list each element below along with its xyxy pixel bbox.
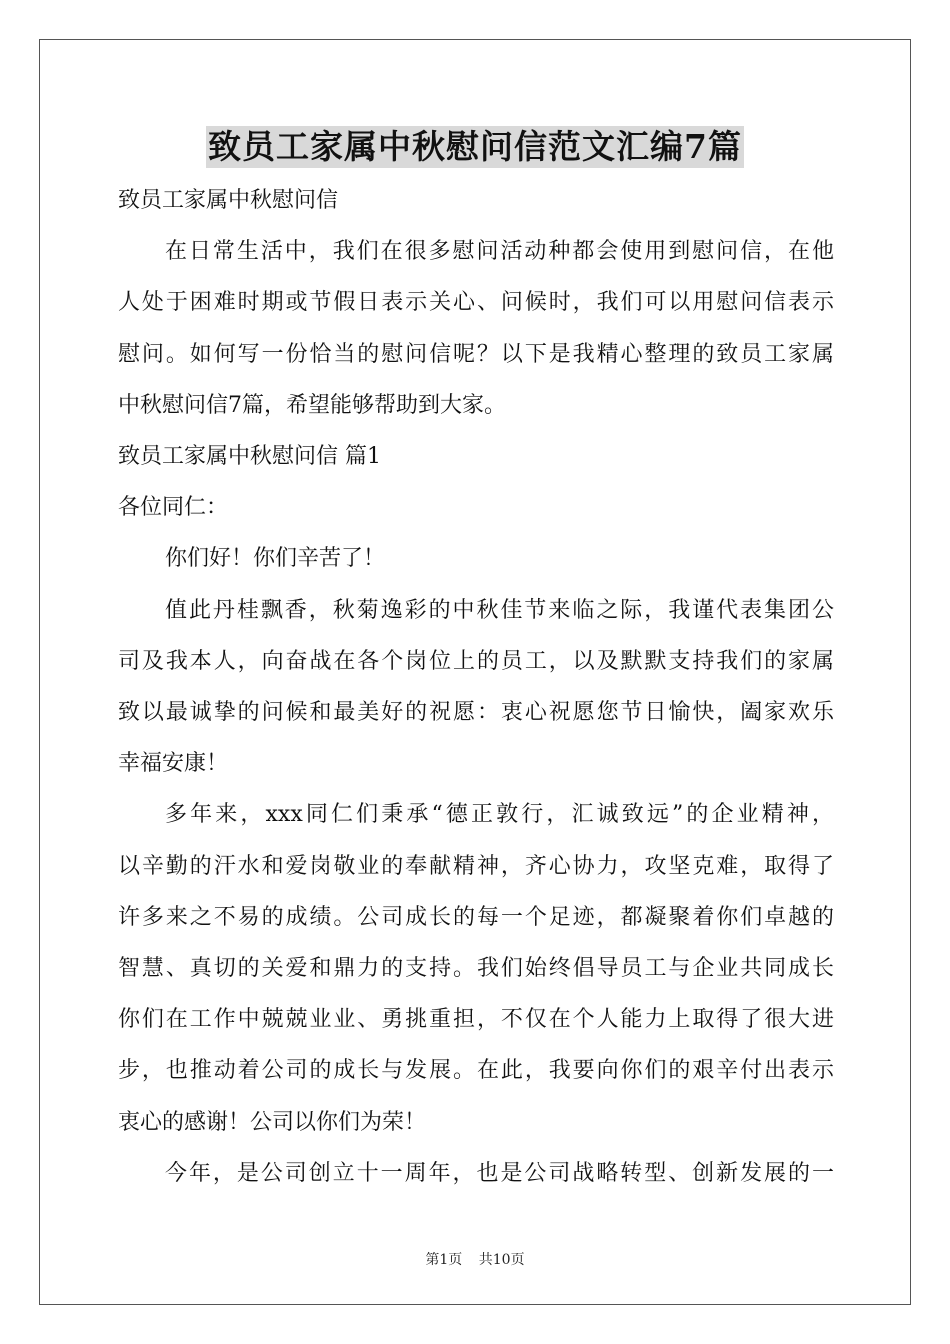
body-line: 司及我本人，向奋战在各个岗位上的员工，以及默默支持我们的家属 [118,648,834,674]
page-number: 第1页 [425,1252,463,1268]
section-heading: 致员工家属中秋慰问信 篇1 [118,444,381,470]
body-line: 衷心的感谢！公司以你们为荣！ [118,1109,427,1135]
page-total: 共10页 [478,1252,525,1268]
body-line: 致以最诚挚的问候和最美好的祝愿：衷心祝愿您节日愉快，阖家欢乐 [118,700,834,726]
body-line: 致员工家属中秋慰问信 [118,188,339,213]
body-line: 以辛勤的汗水和爱岗敬业的奉献精神，齐心协力，攻坚克难，取得了 [118,853,834,879]
body-line: 人处于困难时期或节假日表示关心、问候时，我们可以用慰问信表示 [118,290,834,316]
body-line: 中秋慰问信7篇，希望能够帮助到大家。 [118,392,506,418]
salutation: 各位同仁： [118,495,229,521]
body-line: 许多来之不易的成绩。公司成长的每一个足迹，都凝聚着你们卓越的 [118,904,834,930]
title-wrap [0,126,950,168]
body-line: 你们在工作中兢兢业业、勇挑重担，不仅在个人能力上取得了很大进 [118,1007,834,1033]
document-body [118,175,834,1199]
body-line: 步，也推动着公司的成长与发展。在此，我要向你们的艰辛付出表示 [118,1058,834,1084]
body-line: 值此丹桂飘香，秋菊逸彩的中秋佳节来临之际，我谨代表集团公 [165,597,834,623]
body-line: 你们好！你们辛苦了！ [165,546,386,572]
body-line: 多年来，xxx同仁们秉承“德正敦行，汇诚致远”的企业精神， [165,802,834,828]
body-line: 幸福安康！ [118,751,229,777]
body-line: 智慧、真切的关爱和鼎力的支持。我们始终倡导员工与企业共同成长 [118,956,834,982]
page-footer [0,1249,950,1269]
document-title: 致员工家属中秋慰问信范文汇编7篇 [208,127,742,166]
body-line: 慰问。如何写一份恰当的慰问信呢？以下是我精心整理的致员工家属 [118,341,834,367]
body-line: 在日常生活中，我们在很多慰问活动种都会使用到慰问信，在他 [165,239,834,265]
body-line: 今年，是公司创立十一周年，也是公司战略转型、创新发展的一 [165,1160,834,1186]
